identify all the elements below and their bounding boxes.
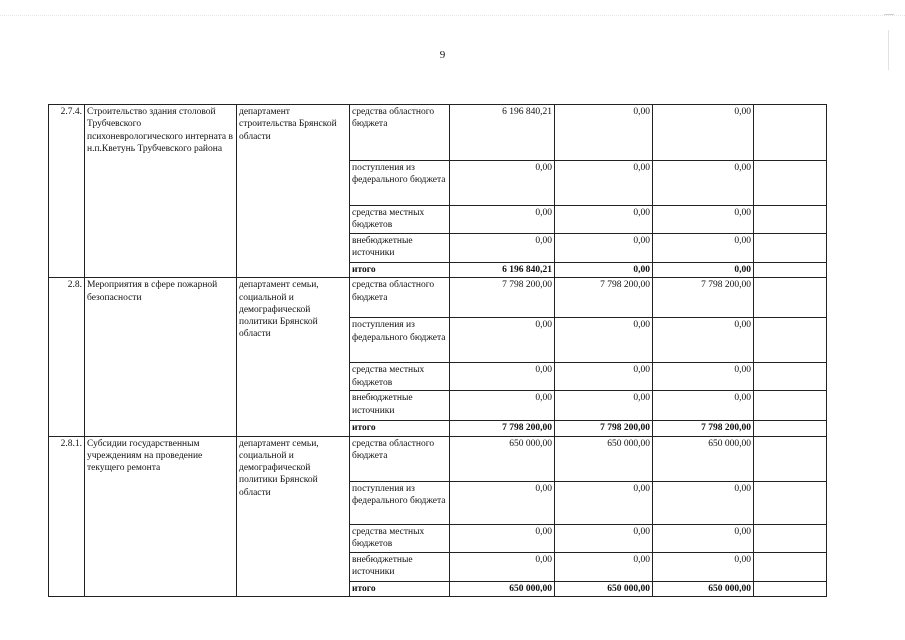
funding-source: внебюджетные источники bbox=[350, 234, 450, 263]
empty-cell bbox=[754, 552, 827, 581]
table-row bbox=[49, 105, 827, 161]
amount-year-2: 0,00 bbox=[555, 206, 653, 234]
budget-table-body bbox=[49, 105, 827, 597]
amount-year-2: 0,00 bbox=[555, 391, 653, 421]
empty-cell bbox=[754, 436, 827, 481]
amount-year-2: 0,00 bbox=[555, 552, 653, 581]
empty-cell bbox=[754, 234, 827, 263]
amount-year-2: 0,00 bbox=[555, 234, 653, 263]
funding-source: средства местных бюджетов bbox=[350, 524, 450, 552]
section-code: 2.8. bbox=[49, 278, 85, 436]
section-name: Строительство здания столовой Трубчевского психоневрологического интерната в н.п.Кветунь Трубчевского района bbox=[85, 105, 237, 278]
section-name: Мероприятия в сфере пожарной безопасности bbox=[85, 278, 237, 436]
amount-year-3: 0,00 bbox=[653, 105, 754, 161]
section-executor: департамент строительства Брянской области bbox=[237, 105, 350, 278]
amount-year-2: 650 000,00 bbox=[555, 436, 653, 481]
amount-year-2: 650 000,00 bbox=[555, 581, 653, 596]
amount-year-2: 0,00 bbox=[555, 481, 653, 524]
scan-edge-mark bbox=[888, 30, 889, 70]
amount-year-2: 0,00 bbox=[555, 263, 653, 278]
empty-cell bbox=[754, 391, 827, 421]
empty-cell bbox=[754, 524, 827, 552]
total-label: итого bbox=[350, 421, 450, 436]
scan-noise-line bbox=[0, 15, 905, 17]
amount-year-3: 0,00 bbox=[653, 363, 754, 391]
empty-cell bbox=[754, 161, 827, 206]
empty-cell bbox=[754, 481, 827, 524]
amount-year-1: 650 000,00 bbox=[450, 581, 555, 596]
amount-year-3: 0,00 bbox=[653, 391, 754, 421]
amount-year-2: 7 798 200,00 bbox=[555, 421, 653, 436]
amount-year-3: 0,00 bbox=[653, 552, 754, 581]
amount-year-1: 7 798 200,00 bbox=[450, 278, 555, 318]
amount-year-1: 0,00 bbox=[450, 363, 555, 391]
amount-year-1: 0,00 bbox=[450, 391, 555, 421]
amount-year-3: 7 798 200,00 bbox=[653, 278, 754, 318]
amount-year-2: 0,00 bbox=[555, 161, 653, 206]
total-label: итого bbox=[350, 581, 450, 596]
amount-year-1: 0,00 bbox=[450, 524, 555, 552]
empty-cell bbox=[754, 421, 827, 436]
budget-table bbox=[48, 104, 827, 597]
amount-year-1: 0,00 bbox=[450, 234, 555, 263]
empty-cell bbox=[754, 105, 827, 161]
amount-year-3: 650 000,00 bbox=[653, 581, 754, 596]
total-label: итого bbox=[350, 263, 450, 278]
table-row bbox=[49, 436, 827, 481]
amount-year-1: 6 196 840,21 bbox=[450, 105, 555, 161]
funding-source: средства областного бюджета bbox=[350, 105, 450, 161]
section-code: 2.7.4. bbox=[49, 105, 85, 278]
amount-year-3: 0,00 bbox=[653, 524, 754, 552]
amount-year-1: 0,00 bbox=[450, 318, 555, 363]
amount-year-3: 7 798 200,00 bbox=[653, 421, 754, 436]
amount-year-1: 0,00 bbox=[450, 161, 555, 206]
amount-year-1: 0,00 bbox=[450, 206, 555, 234]
funding-source: средства местных бюджетов bbox=[350, 363, 450, 391]
section-executor: департамент семьи, социальной и демографической политики Брянской области bbox=[237, 278, 350, 436]
empty-cell bbox=[754, 581, 827, 596]
table-row bbox=[49, 278, 827, 318]
amount-year-3: 0,00 bbox=[653, 234, 754, 263]
funding-source: средства областного бюджета bbox=[350, 278, 450, 318]
empty-cell bbox=[754, 278, 827, 318]
funding-source: средства местных бюджетов bbox=[350, 206, 450, 234]
amount-year-1: 6 196 840,21 bbox=[450, 263, 555, 278]
funding-source: поступления из федерального бюджета bbox=[350, 161, 450, 206]
amount-year-2: 0,00 bbox=[555, 524, 653, 552]
amount-year-3: 0,00 bbox=[653, 318, 754, 363]
amount-year-3: 0,00 bbox=[653, 481, 754, 524]
amount-year-2: 0,00 bbox=[555, 318, 653, 363]
scan-edge-mark bbox=[884, 14, 894, 15]
funding-source: внебюджетные источники bbox=[350, 391, 450, 421]
amount-year-2: 7 798 200,00 bbox=[555, 278, 653, 318]
amount-year-1: 0,00 bbox=[450, 481, 555, 524]
empty-cell bbox=[754, 263, 827, 278]
funding-source: поступления из федерального бюджета bbox=[350, 318, 450, 363]
empty-cell bbox=[754, 318, 827, 363]
funding-source: поступления из федерального бюджета bbox=[350, 481, 450, 524]
amount-year-2: 0,00 bbox=[555, 363, 653, 391]
amount-year-1: 650 000,00 bbox=[450, 436, 555, 481]
amount-year-3: 0,00 bbox=[653, 263, 754, 278]
amount-year-3: 650 000,00 bbox=[653, 436, 754, 481]
section-code: 2.8.1. bbox=[49, 436, 85, 596]
section-name: Субсидии государственным учреждениям на проведение текущего ремонта bbox=[85, 436, 237, 596]
amount-year-1: 0,00 bbox=[450, 552, 555, 581]
amount-year-2: 0,00 bbox=[555, 105, 653, 161]
funding-source: средства областного бюджета bbox=[350, 436, 450, 481]
amount-year-3: 0,00 bbox=[653, 206, 754, 234]
empty-cell bbox=[754, 363, 827, 391]
empty-cell bbox=[754, 206, 827, 234]
page-number: 9 bbox=[439, 49, 446, 61]
section-executor: департамент семьи, социальной и демографической политики Брянской области bbox=[237, 436, 350, 596]
funding-source: внебюджетные источники bbox=[350, 552, 450, 581]
amount-year-1: 7 798 200,00 bbox=[450, 421, 555, 436]
amount-year-3: 0,00 bbox=[653, 161, 754, 206]
